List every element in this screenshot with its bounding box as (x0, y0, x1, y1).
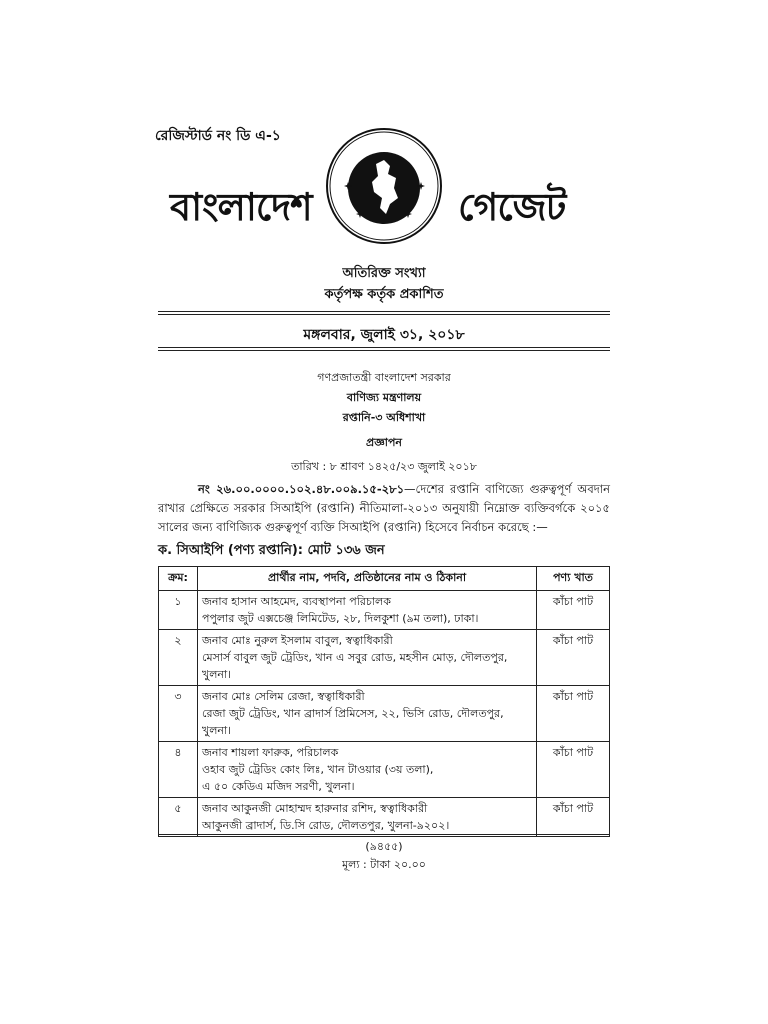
notice-body: —দেশের রপ্তানি বাণিজ্যে গুরুত্বপূর্ণ অবদান রাখার প্রেক্ষিতে সরকার সিআইপি (রপ্তানি) নীতিমালা-২০১৩ অনুযায়ী নিম্নোক্ত ব্যক্তিবর্গকে ২০১৫ সালের জন্য বাণিজ্যিক গুরুত্বপূর্ণ ব্যক্তি সিআইপি (রপ্তানি) হিসেবে নির্বাচন করেছে :— (158, 482, 610, 534)
page-number: (৯৪৫৫) (365, 840, 403, 853)
row-line: জনাব আকুনজী মোহাম্মদ হারুনার রশিদ, স্বত্বাধিকারী (202, 802, 428, 815)
cip-table (158, 566, 610, 837)
row-line: রেজা জুট ট্রেডিং, খান ব্রাদার্স প্রিমিসেস, ২২, ভিসি রোড, দৌলতপুর, (202, 707, 504, 720)
notice-paragraph (158, 480, 610, 537)
government-name: গণপ্রজাতন্ত্রী বাংলাদেশ সরকার (317, 371, 451, 384)
row-line: খুলনা। (202, 668, 232, 681)
row-serial: ৩ (159, 686, 198, 742)
table-header-row (159, 567, 610, 591)
row-product: কাঁচা পাট (537, 591, 610, 630)
ministry-name: বাণিজ্য মন্ত্রণালয় (346, 391, 422, 404)
row-product: কাঁচা পাট (537, 630, 610, 686)
extra-issue-label: অতিরিক্ত সংখ্যা (342, 266, 426, 281)
gazette-title-bangladesh: বাংলাদেশ (170, 185, 312, 229)
registration-number: রেজিস্টার্ড নং ডি এ-১ (155, 128, 281, 144)
divider-top-2 (158, 314, 610, 315)
government-seal (324, 126, 444, 246)
row-line: জনাব শায়লা ফারুক, পরিচালক (202, 746, 339, 759)
table-row (159, 630, 610, 686)
row-details (198, 591, 537, 630)
section-title: ক. সিআইপি (পণ্য রপ্তানি): মোট ১৩৬ জন (158, 543, 385, 558)
row-details (198, 798, 537, 837)
row-product: কাঁচা পাট (537, 742, 610, 798)
table-row (159, 686, 610, 742)
row-serial: ৫ (159, 798, 198, 837)
row-line: ওহাব জুট ট্রেডিং কোং লিঃ, খান টাওয়ার (৩য় তলা), (202, 763, 434, 776)
table-row (159, 742, 610, 798)
row-details (198, 630, 537, 686)
gazette-title-gazette: গেজেট (458, 185, 566, 229)
header-details: প্রার্থীর নাম, পদবি, প্রতিষ্ঠানের নাম ও ঠিকানা (198, 567, 537, 591)
row-details (198, 742, 537, 798)
notice-date: তারিখ : ৮ শ্রাবণ ১৪২৫/২৩ জুলাই ২০১৮ (291, 460, 477, 473)
published-by-label: কর্তৃপক্ষ কর্তৃক প্রকাশিত (324, 287, 444, 302)
divider-footer (158, 834, 610, 835)
notice-heading: প্রজ্ঞাপন (366, 436, 402, 449)
reference-number: নং ২৬.০০.০০০০.১০২.৪৮.০০৯.১৫-২৮১ (198, 482, 405, 496)
table-row (159, 798, 610, 837)
divider-top (158, 311, 610, 312)
row-line: জনাব মোঃ নুরুল ইসলাম বাবুল, স্বত্বাধিকারী (202, 634, 393, 647)
branch-name: রপ্তানি-৩ অধিশাখা (342, 411, 426, 424)
row-serial: ৪ (159, 742, 198, 798)
row-line: এ ৫০ কেডিএ মজিদ সরণী, খুলনা। (202, 780, 355, 793)
row-line: জনাব মোঃ সেলিম রেজা, স্বত্বাধিকারী (202, 690, 365, 703)
divider-bottom (158, 347, 610, 348)
row-line: খুলনা। (202, 724, 232, 737)
header-product-sector: পণ্য খাত (537, 567, 610, 591)
table-row (159, 591, 610, 630)
header-serial: ক্রম: (159, 567, 198, 591)
gazette-date: মঙ্গলবার, জুলাই ৩১, ২০১৮ (303, 327, 465, 343)
row-line: জনাব হাসান আহমেদ, ব্যবস্থাপনা পরিচালক (202, 595, 391, 608)
row-line: মেসার্স বাবুল জুট ট্রেডিং, খান এ সবুর রোড, মহসীন মোড়, দৌলতপুর, (202, 651, 508, 664)
price-label: মূল্য : টাকা ২০.০০ (342, 858, 426, 871)
row-product: কাঁচা পাট (537, 686, 610, 742)
divider-bottom-2 (158, 350, 610, 351)
row-line: পপুলার জুট এক্সচেঞ্জ লিমিটেড, ২৮, দিলকুশা (৯ম তলা), ঢাকা। (202, 612, 479, 625)
row-serial: ২ (159, 630, 198, 686)
row-serial: ১ (159, 591, 198, 630)
row-product: কাঁচা পাট (537, 798, 610, 837)
seal-emblem-icon (324, 126, 444, 246)
row-details (198, 686, 537, 742)
row-line: আকুনজী ব্রাদার্স, ডি.সি রোড, দৌলতপুর, খুলনা-৯২০২। (202, 819, 450, 832)
